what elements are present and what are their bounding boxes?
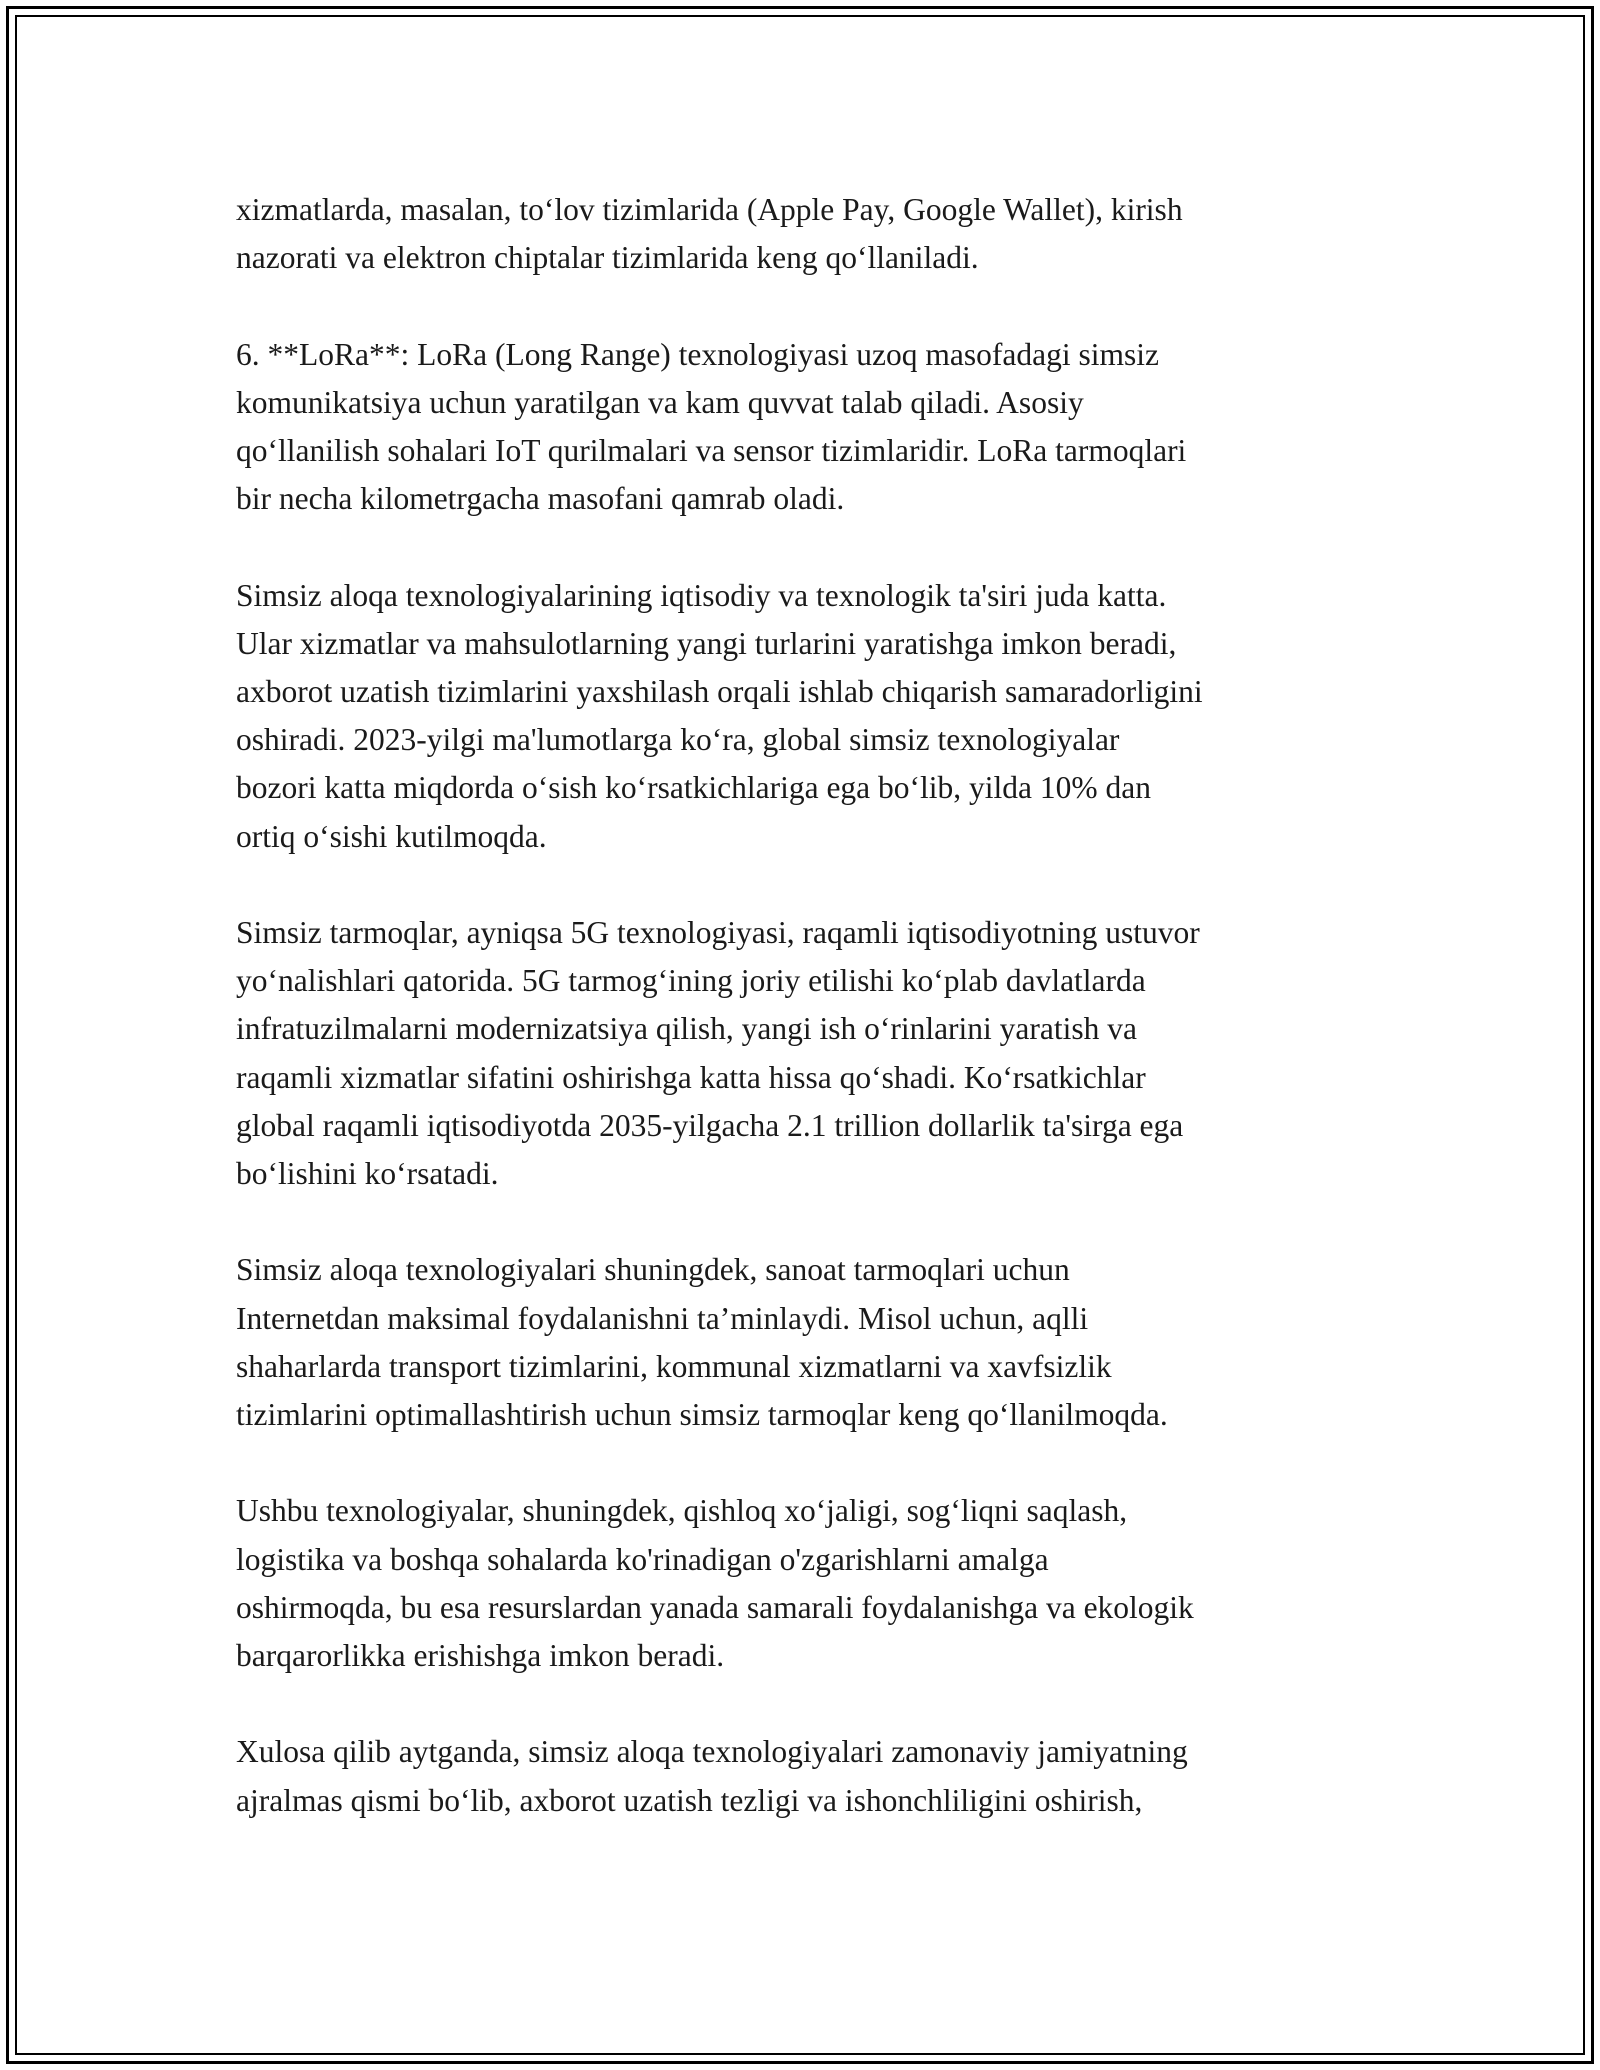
text-line: oshirmoqda, bu esa resurslardan yanada samarali foydalanishga va ekologik [236,1589,1194,1625]
text-line: global raqamli iqtisodiyotda 2035-yilgacha 2.1 trillion dollarlik ta'sirga ega [236,1107,1184,1143]
text-line: Xulosa qilib aytganda, simsiz aloqa texnologiyalari zamonaviy jamiyatning [236,1734,1188,1770]
paragraph-payment-systems [236,186,1376,282]
text-line: 6. **LoRa**: LoRa (Long Range) texnologiyasi uzoq masofadagi simsiz [236,336,1159,372]
text-line: ajralmas qismi bo‘lib, axborot uzatish tezligi va ishonchliligini oshirish, [236,1782,1143,1818]
document-body [236,186,1376,1873]
paragraph-economic-impact [236,572,1376,861]
text-line: komunikatsiya uchun yaratilgan va kam quvvat talab qiladi. Asosiy [236,384,1084,420]
text-line: oshiradi. 2023-yilgi ma'lumotlarga ko‘ra, global simsiz texnologiyalar [236,722,1120,758]
text-line: yo‘nalishlari qatorida. 5G tarmog‘ining joriy etilishi ko‘plab davlatlarda [236,963,1146,999]
text-line: logistika va boshqa sohalarda ko'rinadigan o'zgarishlarni amalga [236,1541,1049,1577]
paragraph-5g [236,909,1376,1198]
text-line: bo‘lishini ko‘rsatadi. [236,1156,499,1192]
text-line: Simsiz tarmoqlar, ayniqsa 5G texnologiyasi, raqamli iqtisodiyotning ustuvor [236,915,1200,950]
paragraph-conclusion [236,1728,1376,1824]
text-line: Simsiz aloqa texnologiyalari shuningdek, sanoat tarmoqlari uchun [236,1252,1070,1288]
text-line: Simsiz aloqa texnologiyalarining iqtisodiy va texnologik ta'siri juda katta. [236,577,1167,613]
text-line: ortiq o‘sishi kutilmoqda. [236,818,547,854]
text-line: infratuzilmalarni modernizatsiya qilish, yangi ish o‘rinlarini yaratish va [236,1011,1137,1047]
text-line: tizimlarini optimallashtirish uchun simsiz tarmoqlar keng qo‘llanilmoqda. [236,1397,1168,1433]
text-line: raqamli xizmatlar sifatini oshirishga katta hissa qo‘shadi. Ko‘rsatkichlar [236,1059,1146,1095]
text-line: xizmatlarda, masalan, to‘lov tizimlarida (Apple Pay, Google Wallet), kirish [236,192,1183,227]
text-line: shaharlarda transport tizimlarini, kommunal xizmatlarni va xavfsizlik [236,1348,1112,1384]
text-line: Internetdan maksimal foydalanishni ta’minlaydi. Misol uchun, aqlli [236,1300,1089,1336]
text-line: bozori katta miqdorda o‘sish ko‘rsatkichlariga ega bo‘lib, yilda 10% dan [236,770,1151,806]
text-line: qo‘llanilish sohalari IoT qurilmalari va sensor tizimlaridir. LoRa tarmoqlari [236,433,1187,468]
text-line: nazorati va elektron chiptalar tizimlarida keng qo‘llaniladi. [236,240,979,276]
text-line: bir necha kilometrgacha masofani qamrab oladi. [236,481,845,517]
paragraph-lora [236,331,1376,524]
paragraph-smart-cities [236,1246,1376,1439]
text-line: Ushbu texnologiyalar, shuningdek, qishloq xo‘jaligi, sog‘liqni saqlash, [236,1493,1128,1529]
text-line: barqarorlikka erishishga imkon beradi. [236,1638,725,1674]
text-line: Ular xizmatlar va mahsulotlarning yangi turlarini yaratishga imkon beradi, [236,625,1177,661]
paragraph-other-sectors [236,1487,1376,1680]
text-line: axborot uzatish tizimlarini yaxshilash orqali ishlab chiqarish samaradorligini [236,674,1203,709]
